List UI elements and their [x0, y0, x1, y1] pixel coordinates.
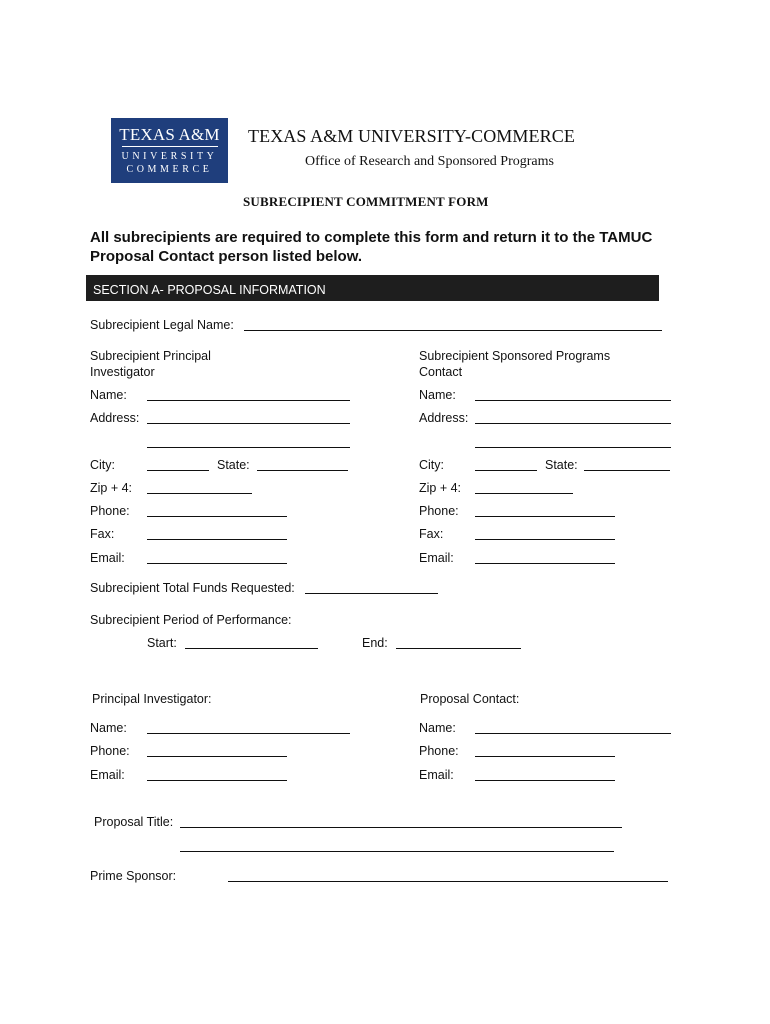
end-field[interactable] [396, 636, 521, 649]
sp-name-field[interactable] [475, 388, 671, 401]
tamuc-logo [111, 118, 228, 183]
sp-email-label: Email: [419, 551, 454, 565]
tamuc-pi-phone-field[interactable] [147, 744, 287, 757]
tamuc-pi-name-field[interactable] [147, 721, 350, 734]
office-title: Office of Research and Sponsored Programs [305, 154, 554, 169]
logo-line-1: TEXAS A&M [119, 125, 220, 144]
start-field[interactable] [185, 636, 318, 649]
sp-address-label: Address: [419, 411, 469, 425]
sp-zip-label: Zip + 4: [419, 481, 462, 495]
contact-email-label: Email: [419, 768, 454, 782]
sp-name-label: Name: [419, 388, 456, 402]
pi-zip-label: Zip + 4: [90, 481, 133, 495]
instructions: All subrecipients are required to complete this form and return it to the TAMUC Proposal Contact person listed below. [90, 229, 653, 265]
pi-state-field[interactable] [257, 458, 348, 471]
sp-fax-field[interactable] [475, 527, 615, 540]
proposal-title-field-2[interactable] [180, 839, 614, 852]
legal-name-label: Subrecipient Legal Name: [90, 318, 234, 332]
proposal-title-label: Proposal Title: [94, 815, 174, 829]
prime-sponsor-field[interactable] [228, 869, 668, 882]
pi-address-label: Address: [90, 411, 140, 425]
pi-address-field-1[interactable] [147, 411, 350, 424]
contact-phone-label: Phone: [419, 744, 459, 758]
pi-phone-field[interactable] [147, 504, 287, 517]
proposal-contact-heading: Proposal Contact: [420, 692, 520, 706]
pi-state-label: State: [217, 458, 250, 472]
pi-zip-field[interactable] [147, 481, 252, 494]
sp-heading-line-2: Contact [419, 365, 463, 379]
total-funds-field[interactable] [305, 581, 438, 594]
period-label: Subrecipient Period of Performance: [90, 613, 292, 627]
prime-sponsor-label: Prime Sponsor: [90, 869, 177, 883]
contact-name-field[interactable] [475, 721, 671, 734]
sp-state-field[interactable] [584, 458, 670, 471]
sp-email-field[interactable] [475, 551, 615, 564]
contact-phone-field[interactable] [475, 744, 615, 757]
sp-fax-label: Fax: [419, 527, 444, 541]
sp-heading-line-1: Subrecipient Sponsored Programs [419, 349, 611, 363]
total-funds-label: Subrecipient Total Funds Requested: [90, 581, 295, 595]
sp-zip-field[interactable] [475, 481, 573, 494]
university-title: TEXAS A&M UNIVERSITY-COMMERCE [248, 126, 575, 146]
pi-fax-field[interactable] [147, 527, 287, 540]
contact-email-field[interactable] [475, 768, 615, 781]
tamuc-pi-email-label: Email: [90, 768, 125, 782]
sp-phone-label: Phone: [419, 504, 459, 518]
sp-city-label: City: [419, 458, 444, 472]
pi-address-field-2[interactable] [147, 435, 350, 448]
section-a-header [86, 275, 659, 301]
pi-email-field[interactable] [147, 551, 287, 564]
principal-investigator-heading: Principal Investigator: [92, 692, 212, 706]
sp-phone-field[interactable] [475, 504, 615, 517]
section-a-title: SECTION A- PROPOSAL INFORMATION [93, 283, 326, 297]
logo-line-2: UNIVERSITY [121, 151, 218, 162]
pi-fax-label: Fax: [90, 527, 115, 541]
proposal-title-field-1[interactable] [180, 815, 622, 828]
legal-name-field[interactable] [244, 318, 662, 331]
pi-heading-line-2: Investigator [90, 365, 155, 379]
sp-city-field[interactable] [475, 458, 537, 471]
tamuc-pi-email-field[interactable] [147, 768, 287, 781]
sp-address-field-2[interactable] [475, 435, 671, 448]
pi-heading-line-1: Subrecipient Principal [90, 349, 211, 363]
contact-name-label: Name: [419, 721, 456, 735]
sp-address-field-1[interactable] [475, 411, 671, 424]
start-label: Start: [147, 636, 177, 650]
pi-phone-label: Phone: [90, 504, 130, 518]
logo-line-3: COMMERCE [126, 164, 213, 175]
pi-name-label: Name: [90, 388, 127, 402]
end-label: End: [362, 636, 388, 650]
tamuc-pi-name-label: Name: [90, 721, 127, 735]
pi-name-field[interactable] [147, 388, 350, 401]
form-title: SUBRECIPIENT COMMITMENT FORM [243, 194, 489, 209]
pi-city-label: City: [90, 458, 115, 472]
tamuc-pi-phone-label: Phone: [90, 744, 130, 758]
pi-city-field[interactable] [147, 458, 209, 471]
sp-state-label: State: [545, 458, 578, 472]
pi-email-label: Email: [90, 551, 125, 565]
logo-rule [122, 146, 218, 147]
